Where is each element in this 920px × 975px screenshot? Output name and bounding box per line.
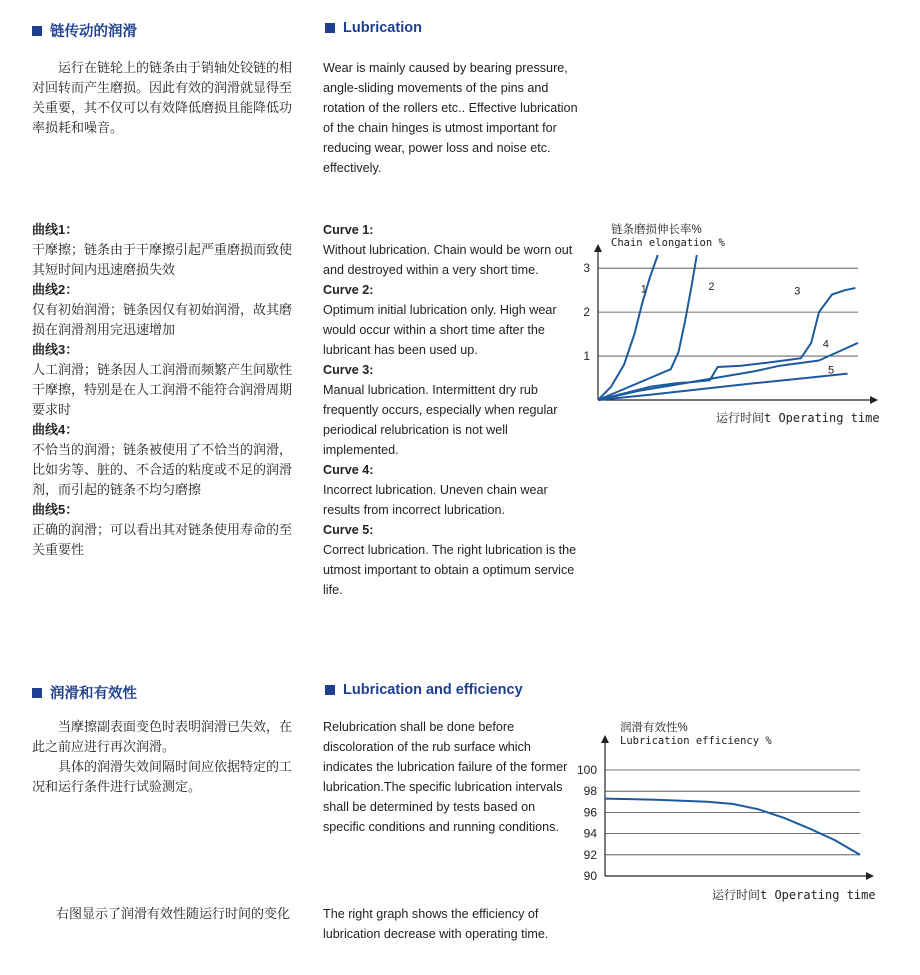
chain-elongation-chart [575,240,885,415]
y-tick-label: 94 [583,826,597,841]
en-curve-item: Curve 4: Incorrect lubrication. Uneven chain wear results from incorrect lubrication. [323,463,548,517]
section2-en-heading: Lubrication and efficiency [325,682,523,698]
section1-en-intro: Wear is mainly caused by bearing pressure, angle-sliding movements of the pins and rotation of the rollers etc.. Effective lubrication of the chain hinges is utmost important for reducing wear, power loss and noise etc. effectively. [323,61,578,175]
section2-cn-heading: 润滑和有效性 [32,682,137,703]
square-bullet-icon [325,685,335,695]
y-tick-label: 1 [583,349,590,364]
en-curve-item: Curve 3: Manual lubrication. Intermittent dry rub frequently occurs, especially when regular periodical relubrication is not well implemented. [323,363,558,457]
curve-label: 5 [828,364,835,377]
y-tick-label: 92 [583,847,597,862]
curve-label: 2 [708,281,715,294]
curve-label: 3 [794,285,801,298]
curve-label: 1 [640,283,647,296]
en-curve-item: Curve 5: Correct lubrication. The right lubrication is the utmost important to obtain a optimum service life. [323,523,577,597]
y-tick-label: 100 [576,763,597,777]
chart1-ylabel-en: Chain elongation % [611,237,725,249]
chart2-ylabel-cn: 润滑有效性% [620,722,688,734]
y-tick-label: 98 [583,784,597,799]
chart2-ylabel-en: Lubrication efficiency % [620,735,772,747]
lubrication-efficiency-chart [565,735,885,890]
en-curve-list [323,220,578,600]
y-tick-label: 2 [583,305,590,320]
square-bullet-icon [325,23,335,33]
cn-curve-item: 曲线1： 干摩擦；链条由于干摩擦引起严重磨损而致使其短时间内迅速磨损失效 [32,222,293,277]
section2-cn-caption: 右图显示了润滑有效性随运行时间的变化 [56,906,291,921]
y-axis-arrow-icon [601,735,609,743]
y-tick-label: 3 [583,261,590,276]
section2-cn-text: 当摩擦副表面变色时表明润滑已失效，在此之前应进行再次润滑。 具体的润滑失效间隔时间应依据特定的工况和运行条件进行试验测定。 [32,719,293,794]
cn-curve-item: 曲线5： 正确的润滑；可以看出其对链条使用寿命的至关重要性 [32,502,293,557]
cn-curve-list [32,220,300,560]
section2-en-text: Relubrication shall be done before discoloration of the rub surface which indicates the lubrication failure of the former lubrication.The specific lubrication intervals shall be determined by tests based on specific conditions and running conditions. [323,720,568,834]
x-axis-arrow-icon [866,872,874,880]
section1-cn-heading: 链传动的润滑 [32,20,137,41]
section2-en-caption: The right graph shows the efficiency of lubrication decrease with operating time. [323,907,549,941]
curve-4 [598,343,858,400]
section1-en-heading: Lubrication [325,20,422,36]
y-tick-label: 96 [583,805,597,820]
y-axis-arrow-icon [594,244,602,252]
x-axis-arrow-icon [870,396,878,404]
efficiency-curve [605,799,860,855]
cn-curve-item: 曲线2： 仅有初始润滑；链条因仅有初始润滑，故其磨损在润滑剂用完迅速增加 [32,282,293,337]
chart2-xlabel: 运行时间t Operating time [712,888,876,902]
section1-cn-intro: 运行在链轮上的链条由于销轴处铰链的相对回转而产生磨损。因此有效的润滑就显得至关重要，其不仅可以有效降低磨损且能降低功率损耗和噪音。 [32,60,293,135]
y-tick-label: 90 [583,869,597,883]
square-bullet-icon [32,688,42,698]
chart1-xlabel: 运行时间t Operating time [716,411,880,425]
en-curve-item: Curve 1: Without lubrication. Chain would be worn out and destroyed within a very short time. [323,223,573,277]
en-curve-item: Curve 2: Optimum initial lubrication only. High wear would occur within a short time after the lubricant has been used up. [323,283,557,357]
cn-curve-item: 曲线3： 人工润滑；链条因人工润滑而频繁产生间歇性干摩擦，特别是在人工润滑不能符合润滑周期要求时 [32,342,293,417]
curve-2 [598,255,697,400]
square-bullet-icon [32,26,42,36]
chart1-ylabel-cn: 链条磨损伸长率% [611,224,702,236]
cn-curve-item: 曲线4： 不恰当的润滑；链条被使用了不恰当的润滑，比如劣等、脏的、不合适的粘度或不足的润滑剂，而引起的链条不均匀磨擦 [32,422,293,497]
curve-label: 4 [822,338,829,351]
